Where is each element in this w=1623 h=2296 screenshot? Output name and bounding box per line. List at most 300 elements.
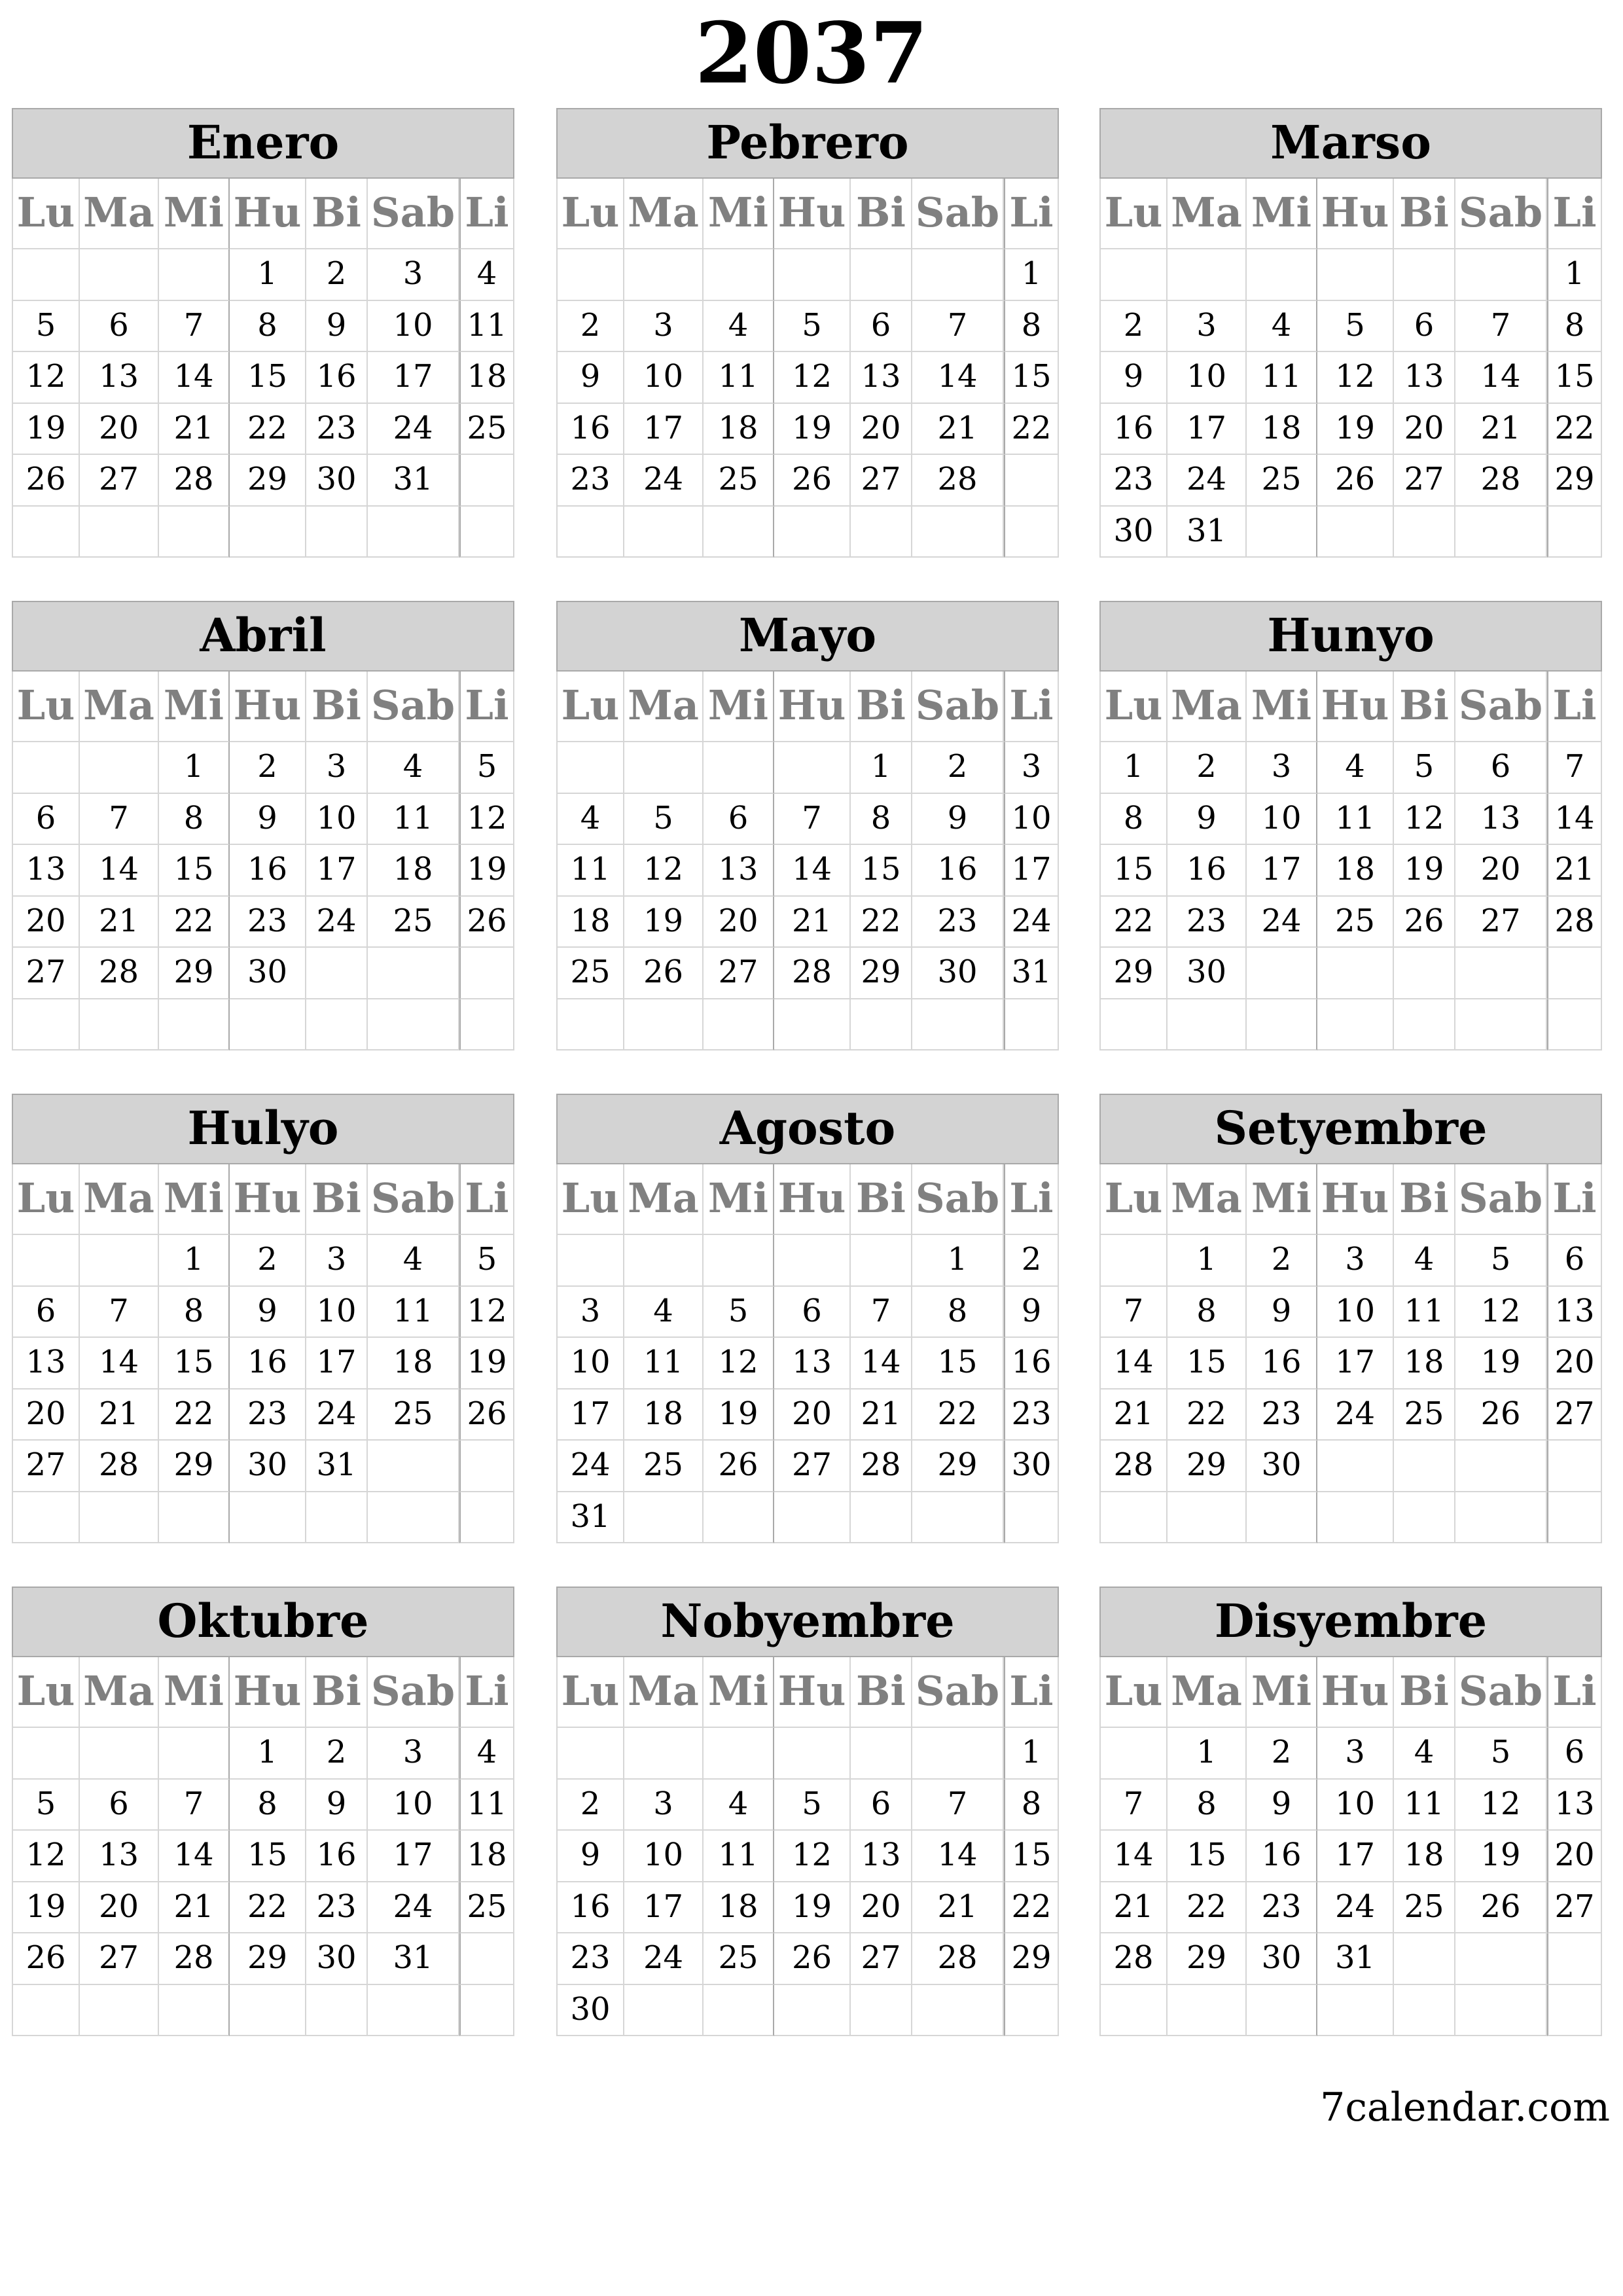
empty-day-cell <box>230 999 306 1051</box>
month-day-grid <box>12 672 514 1050</box>
empty-day-cell <box>1394 507 1455 558</box>
empty-day-cell <box>1317 1441 1394 1492</box>
day-cell: 25 <box>1394 1882 1455 1934</box>
empty-day-cell <box>912 1985 1004 2037</box>
empty-day-cell <box>368 999 459 1051</box>
day-cell: 5 <box>624 794 704 846</box>
empty-day-cell <box>1455 999 1547 1051</box>
empty-day-cell <box>459 507 514 558</box>
day-cell: 17 <box>1168 404 1247 456</box>
empty-day-cell <box>851 1985 912 2037</box>
day-cell: 6 <box>704 794 774 846</box>
day-cell: 23 <box>230 1390 306 1441</box>
day-cell: 17 <box>1317 1338 1394 1390</box>
day-cell: 1 <box>1168 1728 1247 1780</box>
day-cell: 25 <box>704 455 774 507</box>
day-cell: 31 <box>368 455 459 507</box>
day-cell: 5 <box>12 1780 80 1831</box>
empty-day-cell <box>851 1728 912 1780</box>
day-cell: 6 <box>12 794 80 846</box>
empty-day-cell <box>912 999 1004 1051</box>
empty-day-cell <box>1455 1441 1547 1492</box>
weekday-label: Li <box>459 672 514 742</box>
month-abril <box>12 601 514 1050</box>
weekday-label: Sab <box>1455 179 1547 249</box>
day-cell: 29 <box>851 948 912 999</box>
day-cell: 30 <box>230 948 306 999</box>
day-cell: 16 <box>912 845 1004 897</box>
weekday-label: Lu <box>1099 179 1168 249</box>
day-cell: 15 <box>159 845 230 897</box>
day-cell: 8 <box>1099 794 1168 846</box>
day-cell: 27 <box>704 948 774 999</box>
day-cell: 12 <box>704 1338 774 1390</box>
month-name: Enero <box>12 108 514 179</box>
empty-day-cell <box>556 1235 624 1287</box>
weekday-label: Ma <box>1168 1164 1247 1235</box>
weekday-label: Bi <box>851 179 912 249</box>
day-cell: 15 <box>1004 352 1059 404</box>
empty-day-cell <box>1394 1441 1455 1492</box>
day-cell: 23 <box>306 404 368 456</box>
day-cell: 2 <box>556 301 624 353</box>
day-cell: 5 <box>459 742 514 794</box>
empty-day-cell <box>459 948 514 999</box>
day-cell: 3 <box>306 742 368 794</box>
day-cell: 26 <box>459 897 514 948</box>
day-cell: 1 <box>1168 1235 1247 1287</box>
day-cell: 17 <box>368 1831 459 1882</box>
day-cell: 24 <box>1247 897 1317 948</box>
month-day-grid <box>556 179 1059 558</box>
day-cell: 26 <box>12 455 80 507</box>
day-cell: 1 <box>1004 1728 1059 1780</box>
day-cell: 20 <box>80 404 159 456</box>
empty-day-cell <box>556 742 624 794</box>
month-pebrero <box>556 108 1059 558</box>
weekday-label: Li <box>1004 1657 1059 1728</box>
day-cell: 21 <box>1099 1882 1168 1934</box>
weekday-label: Hu <box>230 672 306 742</box>
month-day-grid <box>12 1657 514 2036</box>
empty-day-cell <box>1317 249 1394 301</box>
day-cell: 23 <box>556 455 624 507</box>
day-cell: 8 <box>851 794 912 846</box>
day-cell: 3 <box>1317 1235 1394 1287</box>
day-cell: 24 <box>556 1441 624 1492</box>
day-cell: 16 <box>1247 1338 1317 1390</box>
day-cell: 7 <box>159 1780 230 1831</box>
day-cell: 17 <box>624 404 704 456</box>
empty-day-cell <box>1394 948 1455 999</box>
empty-day-cell <box>159 999 230 1051</box>
day-cell: 19 <box>1455 1338 1547 1390</box>
day-cell: 5 <box>774 1780 851 1831</box>
empty-day-cell <box>1547 1441 1602 1492</box>
day-cell: 11 <box>368 794 459 846</box>
day-cell: 18 <box>1247 404 1317 456</box>
empty-day-cell <box>774 742 851 794</box>
empty-day-cell <box>1394 999 1455 1051</box>
day-cell: 29 <box>230 1933 306 1985</box>
day-cell: 21 <box>774 897 851 948</box>
empty-day-cell <box>1247 999 1317 1051</box>
day-cell: 4 <box>624 1287 704 1338</box>
day-cell: 17 <box>368 352 459 404</box>
empty-day-cell <box>556 507 624 558</box>
empty-day-cell <box>1455 1933 1547 1985</box>
day-cell: 25 <box>1247 455 1317 507</box>
day-cell: 22 <box>1004 1882 1059 1934</box>
day-cell: 2 <box>1247 1728 1317 1780</box>
weekday-label: Li <box>459 179 514 249</box>
empty-day-cell <box>912 1492 1004 1544</box>
day-cell: 7 <box>1099 1287 1168 1338</box>
empty-day-cell <box>306 999 368 1051</box>
weekday-label: Hu <box>774 179 851 249</box>
day-cell: 4 <box>1394 1728 1455 1780</box>
month-name: Disyembre <box>1099 1587 1602 1657</box>
day-cell: 15 <box>912 1338 1004 1390</box>
day-cell: 7 <box>912 301 1004 353</box>
day-cell: 7 <box>1547 742 1602 794</box>
day-cell: 24 <box>368 1882 459 1934</box>
day-cell: 26 <box>1455 1390 1547 1441</box>
day-cell: 18 <box>1394 1831 1455 1882</box>
empty-day-cell <box>1547 948 1602 999</box>
weekday-label: Ma <box>624 1164 704 1235</box>
day-cell: 2 <box>306 1728 368 1780</box>
day-cell: 13 <box>851 352 912 404</box>
day-cell: 16 <box>556 404 624 456</box>
weekday-label: Li <box>1004 1164 1059 1235</box>
weekday-label: Ma <box>624 1657 704 1728</box>
day-cell: 23 <box>1247 1882 1317 1934</box>
day-cell: 20 <box>80 1882 159 1934</box>
day-cell: 8 <box>1004 1780 1059 1831</box>
day-cell: 12 <box>774 352 851 404</box>
empty-day-cell <box>704 999 774 1051</box>
empty-day-cell <box>556 249 624 301</box>
day-cell: 19 <box>704 1390 774 1441</box>
day-cell: 3 <box>1004 742 1059 794</box>
day-cell: 21 <box>80 1390 159 1441</box>
weekday-label: Lu <box>1099 1657 1168 1728</box>
day-cell: 31 <box>1317 1933 1394 1985</box>
empty-day-cell <box>306 1492 368 1544</box>
day-cell: 5 <box>459 1235 514 1287</box>
empty-day-cell <box>12 1235 80 1287</box>
day-cell: 27 <box>774 1441 851 1492</box>
day-cell: 26 <box>1317 455 1394 507</box>
weekday-label: Hu <box>774 1164 851 1235</box>
day-cell: 6 <box>774 1287 851 1338</box>
day-cell: 17 <box>1317 1831 1394 1882</box>
day-cell: 30 <box>1099 507 1168 558</box>
day-cell: 20 <box>1547 1338 1602 1390</box>
day-cell: 4 <box>1394 1235 1455 1287</box>
empty-day-cell <box>1099 1235 1168 1287</box>
day-cell: 31 <box>306 1441 368 1492</box>
day-cell: 1 <box>230 1728 306 1780</box>
day-cell: 22 <box>1168 1882 1247 1934</box>
day-cell: 29 <box>159 948 230 999</box>
day-cell: 9 <box>1168 794 1247 846</box>
day-cell: 3 <box>368 249 459 301</box>
empty-day-cell <box>774 1985 851 2037</box>
empty-day-cell <box>1099 999 1168 1051</box>
day-cell: 8 <box>230 1780 306 1831</box>
day-cell: 2 <box>1247 1235 1317 1287</box>
day-cell: 31 <box>368 1933 459 1985</box>
weekday-label: Bi <box>306 672 368 742</box>
day-cell: 20 <box>704 897 774 948</box>
day-cell: 27 <box>1547 1882 1602 1934</box>
day-cell: 6 <box>1547 1235 1602 1287</box>
day-cell: 29 <box>1168 1441 1247 1492</box>
day-cell: 7 <box>851 1287 912 1338</box>
day-cell: 7 <box>912 1780 1004 1831</box>
empty-day-cell <box>624 1985 704 2037</box>
day-cell: 31 <box>1004 948 1059 999</box>
day-cell: 22 <box>851 897 912 948</box>
day-cell: 17 <box>306 1338 368 1390</box>
day-cell: 12 <box>12 1831 80 1882</box>
day-cell: 15 <box>1168 1338 1247 1390</box>
day-cell: 26 <box>774 1933 851 1985</box>
empty-day-cell <box>80 999 159 1051</box>
weekday-label: Hu <box>774 672 851 742</box>
day-cell: 28 <box>159 1933 230 1985</box>
day-cell: 11 <box>704 1831 774 1882</box>
weekday-label: Hu <box>774 1657 851 1728</box>
day-cell: 27 <box>851 455 912 507</box>
day-cell: 13 <box>80 352 159 404</box>
weekday-label: Lu <box>12 179 80 249</box>
day-cell: 4 <box>1317 742 1394 794</box>
empty-day-cell <box>368 507 459 558</box>
empty-day-cell <box>368 1441 459 1492</box>
day-cell: 26 <box>12 1933 80 1985</box>
day-cell: 27 <box>1547 1390 1602 1441</box>
day-cell: 24 <box>1004 897 1059 948</box>
month-day-grid <box>1099 672 1602 1050</box>
day-cell: 19 <box>774 1882 851 1934</box>
day-cell: 13 <box>851 1831 912 1882</box>
day-cell: 28 <box>80 1441 159 1492</box>
day-cell: 26 <box>624 948 704 999</box>
empty-day-cell <box>774 507 851 558</box>
day-cell: 25 <box>1394 1390 1455 1441</box>
day-cell: 25 <box>368 1390 459 1441</box>
day-cell: 13 <box>1547 1287 1602 1338</box>
day-cell: 2 <box>556 1780 624 1831</box>
day-cell: 19 <box>774 404 851 456</box>
empty-day-cell <box>774 1235 851 1287</box>
day-cell: 17 <box>556 1390 624 1441</box>
day-cell: 23 <box>230 897 306 948</box>
weekday-label: Hu <box>1317 1164 1394 1235</box>
day-cell: 27 <box>12 948 80 999</box>
weekday-label: Hu <box>1317 179 1394 249</box>
day-cell: 25 <box>704 1933 774 1985</box>
month-name: Hulyo <box>12 1094 514 1164</box>
day-cell: 16 <box>1168 845 1247 897</box>
weekday-label: Bi <box>851 1657 912 1728</box>
day-cell: 11 <box>1394 1287 1455 1338</box>
day-cell: 8 <box>1168 1780 1247 1831</box>
day-cell: 19 <box>1394 845 1455 897</box>
day-cell: 22 <box>1004 404 1059 456</box>
month-day-grid <box>556 1657 1059 2036</box>
day-cell: 26 <box>459 1390 514 1441</box>
day-cell: 11 <box>459 1780 514 1831</box>
day-cell: 30 <box>1247 1441 1317 1492</box>
empty-day-cell <box>306 507 368 558</box>
day-cell: 28 <box>159 455 230 507</box>
day-cell: 28 <box>851 1441 912 1492</box>
month-hulyo <box>12 1094 514 1543</box>
day-cell: 30 <box>306 1933 368 1985</box>
empty-day-cell <box>159 1728 230 1780</box>
day-cell: 22 <box>159 897 230 948</box>
empty-day-cell <box>1317 1985 1394 2037</box>
day-cell: 10 <box>1317 1287 1394 1338</box>
day-cell: 22 <box>230 404 306 456</box>
day-cell: 27 <box>1455 897 1547 948</box>
weekday-label: Hu <box>230 179 306 249</box>
day-cell: 14 <box>774 845 851 897</box>
empty-day-cell <box>1004 999 1059 1051</box>
day-cell: 12 <box>1317 352 1394 404</box>
day-cell: 11 <box>1247 352 1317 404</box>
day-cell: 5 <box>1394 742 1455 794</box>
empty-day-cell <box>80 249 159 301</box>
weekday-label: Mi <box>159 672 230 742</box>
empty-day-cell <box>1099 1492 1168 1544</box>
day-cell: 24 <box>306 1390 368 1441</box>
month-enero <box>12 108 514 558</box>
empty-day-cell <box>1394 249 1455 301</box>
weekday-label: Ma <box>1168 1657 1247 1728</box>
day-cell: 15 <box>230 1831 306 1882</box>
day-cell: 4 <box>459 1728 514 1780</box>
empty-day-cell <box>80 1985 159 2037</box>
day-cell: 25 <box>556 948 624 999</box>
weekday-label: Li <box>1547 1657 1602 1728</box>
weekday-label: Mi <box>704 1164 774 1235</box>
day-cell: 17 <box>1247 845 1317 897</box>
weekday-label: Sab <box>912 1657 1004 1728</box>
weekday-label: Bi <box>306 1657 368 1728</box>
day-cell: 16 <box>306 1831 368 1882</box>
day-cell: 5 <box>1455 1235 1547 1287</box>
day-cell: 30 <box>1004 1441 1059 1492</box>
empty-day-cell <box>624 249 704 301</box>
day-cell: 28 <box>912 455 1004 507</box>
empty-day-cell <box>851 507 912 558</box>
day-cell: 1 <box>1547 249 1602 301</box>
day-cell: 4 <box>368 1235 459 1287</box>
day-cell: 28 <box>1099 1441 1168 1492</box>
day-cell: 8 <box>1168 1287 1247 1338</box>
empty-day-cell <box>912 249 1004 301</box>
empty-day-cell <box>556 1728 624 1780</box>
empty-day-cell <box>12 999 80 1051</box>
empty-day-cell <box>774 1728 851 1780</box>
day-cell: 24 <box>624 1933 704 1985</box>
empty-day-cell <box>1247 1985 1317 2037</box>
day-cell: 19 <box>624 897 704 948</box>
empty-day-cell <box>1455 507 1547 558</box>
empty-day-cell <box>704 1728 774 1780</box>
weekday-label: Bi <box>1394 1164 1455 1235</box>
weekday-label: Ma <box>80 672 159 742</box>
footer-site-name: 7calendar.com <box>1320 2085 1610 2130</box>
day-cell: 1 <box>230 249 306 301</box>
day-cell: 9 <box>1004 1287 1059 1338</box>
empty-day-cell <box>1547 1985 1602 2037</box>
day-cell: 9 <box>306 301 368 353</box>
day-cell: 28 <box>1547 897 1602 948</box>
day-cell: 17 <box>1004 845 1059 897</box>
day-cell: 6 <box>1547 1728 1602 1780</box>
weekday-label: Mi <box>159 179 230 249</box>
day-cell: 2 <box>230 742 306 794</box>
day-cell: 10 <box>368 301 459 353</box>
empty-day-cell <box>1247 1492 1317 1544</box>
month-marso <box>1099 108 1602 558</box>
empty-day-cell <box>851 999 912 1051</box>
day-cell: 2 <box>230 1235 306 1287</box>
month-name: Pebrero <box>556 108 1059 179</box>
day-cell: 6 <box>12 1287 80 1338</box>
month-oktubre <box>12 1587 514 2036</box>
day-cell: 23 <box>306 1882 368 1934</box>
empty-day-cell <box>459 1933 514 1985</box>
day-cell: 19 <box>12 1882 80 1934</box>
empty-day-cell <box>80 1728 159 1780</box>
day-cell: 21 <box>851 1390 912 1441</box>
day-cell: 9 <box>1099 352 1168 404</box>
weekday-label: Mi <box>159 1164 230 1235</box>
day-cell: 8 <box>159 794 230 846</box>
day-cell: 12 <box>12 352 80 404</box>
day-cell: 22 <box>1099 897 1168 948</box>
empty-day-cell <box>1547 1492 1602 1544</box>
day-cell: 23 <box>1168 897 1247 948</box>
day-cell: 27 <box>80 1933 159 1985</box>
day-cell: 12 <box>1394 794 1455 846</box>
day-cell: 17 <box>306 845 368 897</box>
day-cell: 18 <box>1317 845 1394 897</box>
empty-day-cell <box>230 1985 306 2037</box>
weekday-label: Lu <box>12 1657 80 1728</box>
weekday-label: Ma <box>624 672 704 742</box>
day-cell: 4 <box>704 301 774 353</box>
day-cell: 28 <box>912 1933 1004 1985</box>
empty-day-cell <box>368 1492 459 1544</box>
year-title: 2037 <box>694 5 929 103</box>
empty-day-cell <box>368 1985 459 2037</box>
day-cell: 12 <box>459 1287 514 1338</box>
empty-day-cell <box>624 1235 704 1287</box>
weekday-label: Hu <box>1317 1657 1394 1728</box>
empty-day-cell <box>459 1492 514 1544</box>
day-cell: 8 <box>912 1287 1004 1338</box>
day-cell: 30 <box>556 1985 624 2037</box>
day-cell: 23 <box>556 1933 624 1985</box>
